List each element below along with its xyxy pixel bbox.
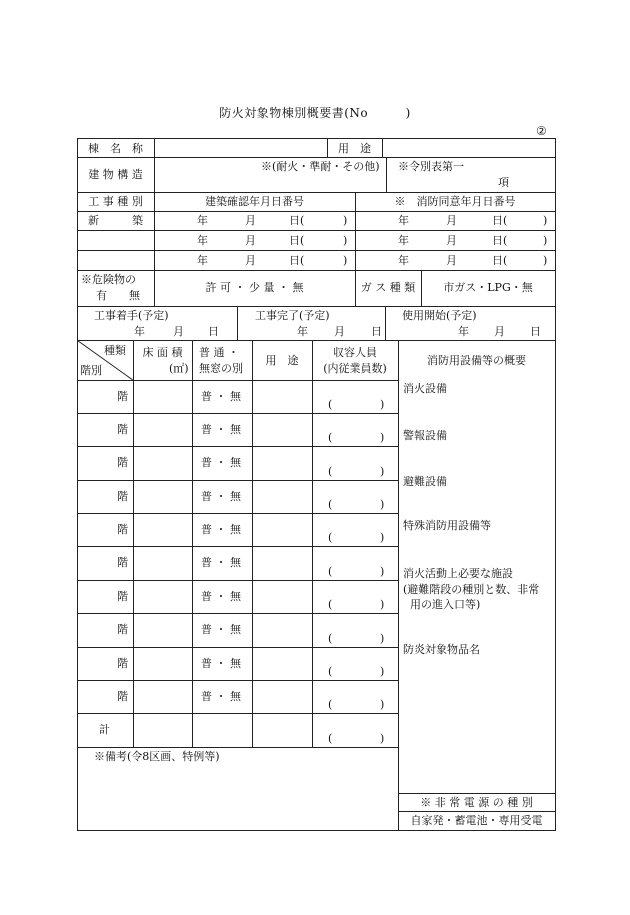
date-year: 年 xyxy=(398,234,409,247)
paren-open: ( xyxy=(328,398,333,411)
date-month: 月 xyxy=(245,234,256,247)
date-year: 年 xyxy=(197,254,208,267)
finish-month: 月 xyxy=(334,325,345,338)
equip-extinguishing: 消火設備 xyxy=(403,382,447,395)
floor-label: 階 xyxy=(117,657,128,670)
paren-close: ) xyxy=(380,498,385,511)
date-month: 月 xyxy=(245,214,256,227)
page-marker: ② xyxy=(536,124,547,138)
floor-label: 階 xyxy=(117,390,128,403)
hazard-label-2: 有 無 xyxy=(96,289,140,302)
emergency-power-options: 自家発・蓄電池・専用受電 xyxy=(410,814,543,827)
structure-label: 建 物 構 造 xyxy=(88,168,143,181)
date-month: 月 xyxy=(245,254,256,267)
header-use: 用 途 xyxy=(265,354,299,367)
date-close: ) xyxy=(343,214,348,227)
window-options: 普 ・ 無 xyxy=(201,590,241,603)
window-options: 普 ・ 無 xyxy=(201,523,241,536)
header-capacity-1: 収容人員 xyxy=(333,346,377,359)
paren-open: ( xyxy=(328,498,333,511)
floor-label: 階 xyxy=(117,523,128,536)
header-area-unit: (㎡) xyxy=(169,362,189,375)
floor-label: 階 xyxy=(117,590,128,603)
window-options: 普 ・ 無 xyxy=(201,490,241,503)
equip-special: 特殊消防用設備等 xyxy=(403,519,491,532)
floor-label: 階 xyxy=(117,623,128,636)
floor-label: 階 xyxy=(117,423,128,436)
header-window-1: 普 通 ・ xyxy=(199,346,239,359)
paren-open: ( xyxy=(328,465,333,478)
window-options: 普 ・ 無 xyxy=(201,690,241,703)
work-start-label: 工事着手(予定) xyxy=(94,309,169,322)
finish-year: 年 xyxy=(297,325,308,338)
use-year: 年 xyxy=(458,325,469,338)
floor-label: 階 xyxy=(117,556,128,569)
building-name-label: 棟 名 称 xyxy=(88,142,143,155)
date-day: 日( xyxy=(289,214,305,227)
annex-suffix: 項 xyxy=(498,176,509,189)
paren-close: ) xyxy=(380,632,385,645)
header-area: 床 面 積 xyxy=(142,346,183,359)
equip-firefighting-note-1: (避難階段の種別と数、非常 xyxy=(403,583,540,596)
start-year: 年 xyxy=(134,325,145,338)
use-month: 月 xyxy=(494,325,505,338)
equip-alarm: 警報設備 xyxy=(403,429,447,442)
paren-close: ) xyxy=(380,698,385,711)
date-close: ) xyxy=(543,214,548,227)
date-year: 年 xyxy=(197,214,208,227)
paren-close: ) xyxy=(380,665,385,678)
header-equipment: 消防用設備等の概要 xyxy=(427,354,526,367)
use-day: 日 xyxy=(530,325,541,338)
paren-close: ) xyxy=(380,398,385,411)
window-options: 普 ・ 無 xyxy=(201,623,241,636)
window-options: 普 ・ 無 xyxy=(201,423,241,436)
paren-close: ) xyxy=(380,465,385,478)
date-day: 日( xyxy=(492,234,508,247)
fire-consent-label: ※ 消防同意年月日番号 xyxy=(394,195,516,208)
date-year: 年 xyxy=(398,214,409,227)
paren-open: ( xyxy=(328,632,333,645)
floor-label: 階 xyxy=(117,490,128,503)
equip-firefighting: 消火活動上必要な施設 xyxy=(403,567,513,580)
date-close: ) xyxy=(343,234,348,247)
date-month: 月 xyxy=(446,234,457,247)
paren-open: ( xyxy=(328,431,333,444)
paren-open: ( xyxy=(328,665,333,678)
date-day: 日( xyxy=(289,254,305,267)
hazard-label-1: ※危険物の xyxy=(81,273,136,286)
work-type-label: 工 事 種 別 xyxy=(88,195,143,208)
new-build-label: 新 築 xyxy=(88,214,143,227)
header-window-2: 無窓の別 xyxy=(199,362,243,375)
floor-label: 階 xyxy=(117,456,128,469)
paren-open: ( xyxy=(328,732,333,745)
window-options: 普 ・ 無 xyxy=(201,556,241,569)
gas-options: 市ガス・LPG・無 xyxy=(443,281,533,294)
date-year: 年 xyxy=(398,254,409,267)
header-type: 種類 xyxy=(104,344,126,357)
paren-close: ) xyxy=(380,565,385,578)
date-year: 年 xyxy=(197,234,208,247)
paren-close: ) xyxy=(380,531,385,544)
structure-options: ※(耐火・準耐・その他) xyxy=(261,160,380,173)
date-month: 月 xyxy=(446,214,457,227)
building-confirm-label: 建築確認年月日番号 xyxy=(205,195,304,208)
date-close: ) xyxy=(543,254,548,267)
header-floor: 階別 xyxy=(80,364,102,377)
equip-flameproof: 防炎対象物品名 xyxy=(403,643,480,656)
paren-close: ) xyxy=(380,431,385,444)
use-start-label: 使用開始(予定) xyxy=(402,309,477,322)
header-capacity-2: (内従業員数) xyxy=(323,362,387,375)
paren-open: ( xyxy=(328,598,333,611)
date-month: 月 xyxy=(446,254,457,267)
gas-type-label: ガ ス 種 類 xyxy=(360,281,416,294)
date-day: 日( xyxy=(289,234,305,247)
floor-label: 階 xyxy=(117,690,128,703)
paren-close: ) xyxy=(380,732,385,745)
paren-open: ( xyxy=(328,565,333,578)
finish-day: 日 xyxy=(371,325,382,338)
paren-close: ) xyxy=(380,598,385,611)
date-day: 日( xyxy=(492,214,508,227)
outer-border xyxy=(78,139,556,831)
start-day: 日 xyxy=(208,325,219,338)
start-month: 月 xyxy=(173,325,184,338)
remarks-label: ※備考(令8区画、特例等) xyxy=(94,750,220,763)
date-day: 日( xyxy=(492,254,508,267)
hazard-options: 許 可 ・ 少 量 ・ 無 xyxy=(205,281,304,294)
paren-open: ( xyxy=(328,698,333,711)
date-close: ) xyxy=(543,234,548,247)
total-label: 計 xyxy=(99,723,110,736)
form-title: 防火対象物棟別概要書(No ) xyxy=(219,106,411,120)
building-use-label: 用 途 xyxy=(338,142,371,155)
window-options: 普 ・ 無 xyxy=(201,456,241,469)
annex-label: ※令別表第一 xyxy=(398,160,464,173)
equip-firefighting-note-2: 用の進入口等) xyxy=(410,598,481,611)
emergency-power-label: ※ 非 常 電 源 の 種 別 xyxy=(420,796,533,809)
work-finish-label: 工事完了(予定) xyxy=(255,309,330,322)
window-options: 普 ・ 無 xyxy=(201,657,241,670)
equip-evacuation: 避難設備 xyxy=(403,475,447,488)
window-options: 普 ・ 無 xyxy=(201,390,241,403)
date-close: ) xyxy=(343,254,348,267)
paren-open: ( xyxy=(328,531,333,544)
